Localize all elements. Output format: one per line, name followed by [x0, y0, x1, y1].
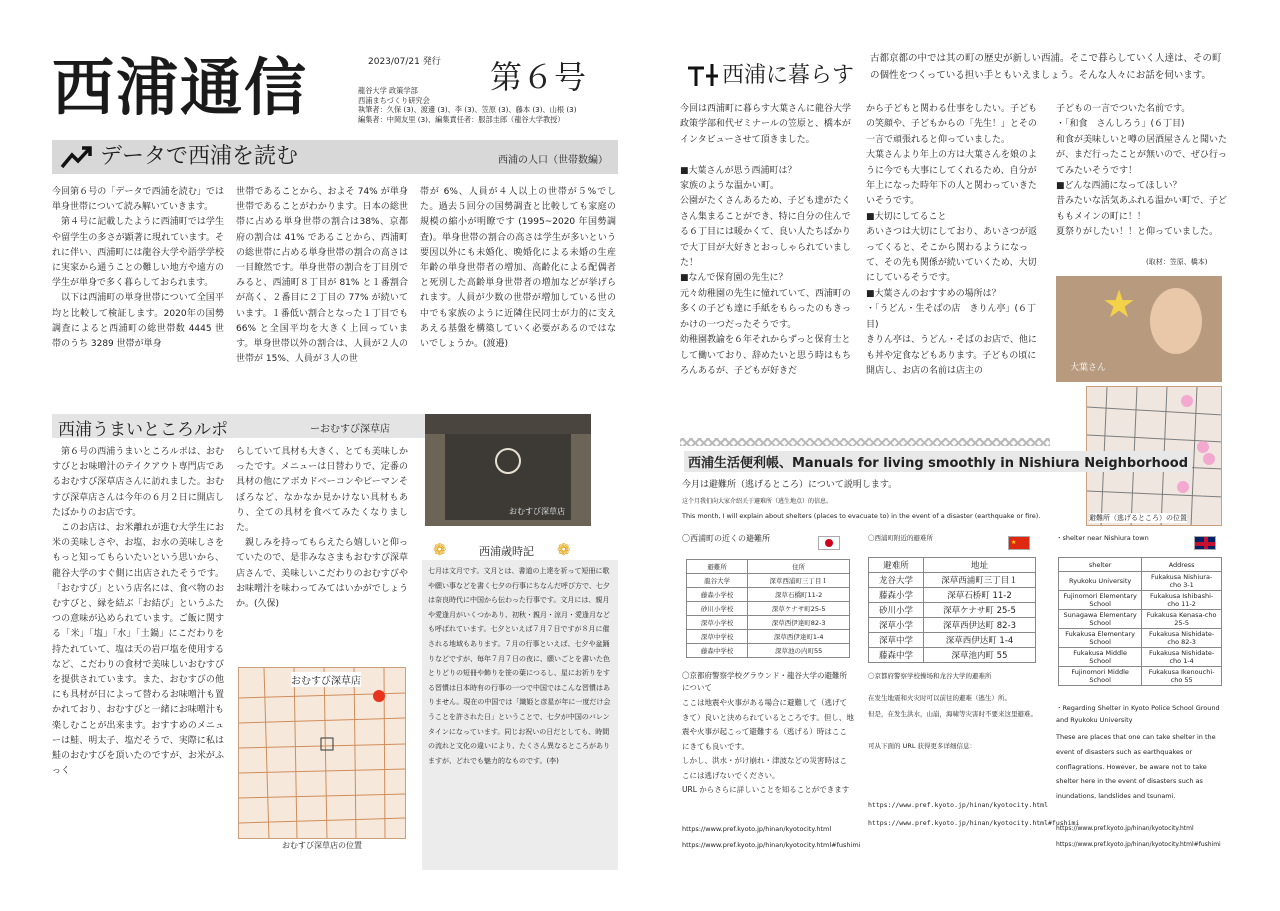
table-row: [687, 588, 850, 602]
table-cell: 藤森中学校: [687, 644, 748, 658]
manual-intro-ja: 今月は避難所（逃げるところ）について説明します。: [682, 480, 898, 490]
table-cell: Fukakusa Middle School: [1059, 648, 1142, 667]
table-row: [687, 616, 850, 630]
paragraph: 今回第６号の「データで西浦を読む」では単身世帯について読み解いていきます。: [52, 187, 224, 213]
umai-column-2: [236, 445, 408, 655]
table-cell: Fukakusa Nishiura-cho 3-1: [1142, 572, 1222, 591]
manual-title: 西浦生活便利帳、Manuals for living smoothly in Nishiura Neighborhood: [684, 451, 1192, 472]
masthead-title: 西浦通信: [52, 51, 309, 124]
staff-credits: [358, 86, 618, 124]
table-cell: Fukakusa Ishibashi-cho 11-2: [1142, 591, 1222, 610]
table-row: [1059, 610, 1222, 629]
sunflower-icon: ❁: [433, 540, 447, 559]
manual-intro-en: This month, I will explain about shelters (places to evacuate to) in the event of a disaster (earthquake or fire).: [682, 512, 1041, 520]
table-row: [869, 648, 1036, 663]
map-shop-label: おむすび深草店: [291, 672, 361, 687]
living-column-1: 今回は西浦町に暮らす大葉さんに龍谷大学政策学部和代ゼミナールの笠原と、橋本がインタビューさせて頂きました。 ■大葉さんが思う西浦町は？ 家族のような温かい町。 公園がたくさんあるため、子ども達がたくさん集まることができ、特に自分の住んでる６丁目には暖かくて、良い人たちばかりで大丁目が大好きとおっしゃられていました！ ■なんで保育園の先生に？ 元々幼稚園の先生に憧れていて、西浦町の多くの子ども達に手紙をもらったのもきっかけの一つだったそうです。 幼稚園教諭を６年それからずっと保育士として働いており、辞めたいと思う時はもちろんあるが、子どもが好きだ: [680, 104, 852, 376]
interview-credit: (取材：笠原、橋本): [1146, 258, 1208, 266]
table-cell: Sunagawa Elementary School: [1059, 610, 1142, 629]
data-section-banner: [52, 140, 618, 174]
table-row: [869, 573, 1036, 588]
data-column-3: 帯が 6%、人員が４人以上の世帯が５%でした。過去５回分の国勢調査と比較しても家庭の規模の縮小が明瞭です (1995~2020 年国勢調査)。単身世帯の割合の高さは学生が多いという要因以外にも未婚化、晩婚化による未婚の生産年齢の単身世帯者の増加、高齢化による配偶者と死別した高齢単身世帯者の増加などが挙げられます。人員が少数の世帯が増加している世の中でも家族のように近隣住民同士が力的に支えあえる基盤を構築していく必要があるのではないでしょうか。(渡邉): [420, 187, 616, 350]
uk-flag-icon: [1194, 536, 1216, 550]
saijiki-title: 西浦歳時記: [479, 545, 534, 558]
table-cell: 深草西伊達町82-3: [748, 616, 850, 630]
shop-logo-icon: [495, 448, 521, 474]
table-row: [1059, 591, 1222, 610]
shop-photo-caption: おむすび深草店: [509, 507, 565, 516]
table-row: [1059, 629, 1222, 648]
table-cell: 龍谷大学: [687, 574, 748, 588]
table-cell: 深草西伊达町 82-3: [924, 618, 1036, 633]
omusubi-map-caption: おむすび深草店の位置: [282, 841, 362, 850]
table-row: [1059, 648, 1222, 667]
paragraph: このお店は、お米離れが進む大学生にお米の美味しさや、お塩、お水の美味しさをもっと知ってもらいたいという思いから、龍谷大学のすぐ側に出店されたそうです。「おむすび」という店名には、食べ物のおむすびと、縁を結ぶ「お結び」というふたつの意味が込められています。ご飯に関する「米」「塩」「水」「土鍋」にこだわりを持たれていて、塩は天の岩戸塩を使用するなど、こだわりの食材で美味しいおむすびを提供されています。また、おむすびの他にも具材が日によって替わるお味噌汁も置かれており、おむすびと一緒にお味噌汁も楽しむことが出来ます。おすすめのメニューは鮭、明太子、塩だそうで、実際に私は鮭のおむすびを頂いたのですが、お米がふっく: [52, 523, 224, 777]
ja-heading: 〇西浦町の近くの避難所: [682, 534, 770, 543]
ja-url-2[interactable]: https://www.pref.kyoto.jp/hinan/kyotocity.html#fushimi: [682, 841, 861, 849]
ja-url-1[interactable]: https://www.pref.kyoto.jp/hinan/kyotocity.html: [682, 825, 832, 833]
en-note-heading: ・Regarding Shelter in Kyoto Police School Ground and Ryukoku University: [1056, 704, 1220, 724]
table-row: [869, 633, 1036, 648]
saijiki-header: [425, 540, 615, 562]
en-note: These are places that one can take shelter in the event of disasters such as earthquakes or conflagrations. However, be aware not to take shelter here in the event of disasters such as inundations, landslides and tsunami.: [1056, 733, 1216, 801]
zh-heading: 〇西浦町附近的避难所: [868, 534, 933, 542]
column-header: shelter: [1059, 558, 1142, 572]
en-heading: ・shelter near Nishiura town: [1056, 534, 1149, 542]
zh-note-heading: 〇京都府警察学校操场和龙谷大学的避难所: [868, 672, 992, 680]
staff-line: 西浦まちづくり研究会: [358, 95, 430, 105]
table-row: [1059, 572, 1222, 591]
living-column-2: から子どもと関わる仕事をしたい。子どもの笑顔や、子どもからの「先生！」とその一言で頑張れると仰っていました。 大葉さんより年上の方は大葉さんを娘のように今でも大事にしてくれるため、自分が年上になった時年下の人と関わっていきたいそうです。 ■大切にしてること あいさつは大切にしており、あいさつが返ってくると、そこから関わるようになって、その先も関係が続いていくため、大切にしているそうです。 ■大葉さんのおすすめの場所は？ ・「うどん・生そばの店 きりん亭」(６丁目) きりん亭は、うどん・そばのお店で、他にも丼や定食などもあります。子どもの頃に開店し、お店の名前は店主の: [866, 104, 1038, 376]
china-flag-icon: ★: [1008, 536, 1030, 550]
sunflower-icon: ❁: [557, 540, 571, 559]
table-cell: 深草池の内町55: [748, 644, 850, 658]
en-url-2[interactable]: https://www.pref.kyoto.jp/hinan/kyotocity.html#fushimi: [1056, 841, 1221, 848]
table-cell: 深草石橋町11-2: [748, 588, 850, 602]
ja-shelter-table: [686, 559, 850, 658]
table-cell: 深草石桥町 11-2: [924, 588, 1036, 603]
living-column-3: 子どもの一言でついた名前です。 ・「和食 さんしろう」(６丁目) 和食が美味しいと噂の居酒屋さんと聞いたが、まだ行ったことが無いので、ぜひ行ってみたいそうです！ ■どんな西浦になってほしい？ 昔みたいな活気あふれる温かい町で、子どももメインの町に！！ 夏祭りがしたい！！と仰っていました。: [1056, 104, 1228, 238]
table-cell: 龙谷大学: [869, 573, 924, 588]
table-cell: 深草中学: [869, 633, 924, 648]
data-section-title: データで西浦を読む: [100, 144, 299, 169]
zh-shelter-table: [868, 557, 1036, 663]
table-cell: 深草西浦町三丁目１: [924, 573, 1036, 588]
table-cell: 砂川小学校: [687, 602, 748, 616]
column-header: 住所: [748, 560, 850, 574]
en-shelter-table: [1058, 557, 1222, 686]
table-cell: Fukakusa Nishidate-cho 1-4: [1142, 648, 1222, 667]
table-cell: Fujinomori Elementary School: [1059, 591, 1142, 610]
paragraph: 第６号の西浦うまいところルポは、おむすびとお味噌汁のテイクアウト専門店であるおむすび深草店さんに訪れました。おむすび深草店さんは今年の６月２日に開店したばかりのお店です。: [52, 447, 224, 518]
ja-note-heading: 〇京都府警察学校グラウンド・龍谷大学の避難所について: [682, 671, 847, 692]
shelter-map-caption: 避難所（逃げるところ）の位置: [1089, 514, 1187, 522]
issue-number: 第６号: [490, 58, 587, 96]
data-column-2: 世帯であることから、およそ 74% が単身世帯であることがわかります。日本の総世帯に占める単身世帯の割合は38%、京都府の割合は 41% であることから、西浦町の総世帯に占める単身世帯の割合の高さは一目瞭然です。単身世帯の割合を丁目別でみると、西浦町８丁目が 81% と１番割合が高く、２番目に２丁目の 77% が続いています。１番低い割合となった１丁目でも 66% と全国平均を大きく上回っています。単身世帯以外の割合は、人員が２人の世帯が 15%、人員が３人の世: [236, 187, 408, 365]
umai-section-subtitle: ーおむすび深草店: [310, 424, 390, 435]
table-cell: 深草小学校: [687, 616, 748, 630]
house-icon: [684, 60, 720, 88]
data-column-1: [52, 185, 224, 415]
staff-line: 龍谷大学 政策学部: [358, 86, 418, 95]
table-row: [869, 588, 1036, 603]
en-url-1[interactable]: https://www.pref.kyoto.jp/hinan/kyotocity.html: [1056, 825, 1194, 832]
data-section-subtitle: 西浦の人口（世帯数編）: [498, 155, 608, 166]
table-cell: 藤森小学: [869, 588, 924, 603]
table-row: [687, 602, 850, 616]
umai-section-banner: [52, 414, 462, 438]
right-page: [660, 30, 1250, 870]
street-map: [239, 668, 406, 839]
living-intro: 古都京都の中では其の町の歴史が新しい西浦。そこで暮らしていく人達は、その町の個性をつくっている担い手ともいえましょう。そんな人々にお話を伺います。: [870, 53, 1222, 81]
table-row: [869, 603, 1036, 618]
paragraph: 以下は西浦町の単身世帯について全国平均と比較して検証します。2020年の国勢調査によると西浦町の総世帯数 4445 世帯のうち 3289 世帯が単身: [52, 293, 224, 350]
staff-line: 編集者：中岡友里 (3)、編集責任者：服部圭郎（龍谷大学教授）: [358, 114, 565, 124]
table-cell: 深草ケナサ町 25-5: [924, 603, 1036, 618]
table-cell: 深草西伊达町 1-4: [924, 633, 1036, 648]
living-title: 西浦に暮らす: [722, 63, 855, 88]
paragraph: らしていて具材も大きく、とても美味しかったです。メニューは日替わりで、定番の具材の他にアボカドベーコンやピーマンそぼろなど、なかなか見かけない具材もあり、全ての具材を食べてみたくなりました。: [236, 447, 408, 534]
table-cell: Fukakusa Kenasa-cho 25-5: [1142, 610, 1222, 629]
table-cell: Fukakusa Ikenouchi-cho 55: [1142, 667, 1222, 686]
table-row: [869, 618, 1036, 633]
table-cell: 藤森小学校: [687, 588, 748, 602]
table-cell: 砂川小学: [869, 603, 924, 618]
manual-intro-zh: 这个月我们向大家介绍关于避难所（逃生地点）的信息。: [682, 498, 833, 505]
left-page: [30, 30, 620, 870]
table-cell: 深草小学: [869, 618, 924, 633]
table-cell: 深草西浦町三丁目１: [748, 574, 850, 588]
decorative-border: [680, 438, 1050, 446]
umai-column-1: [52, 445, 224, 870]
ja-note: ここは地震や火事がある場合に避難して（逃げてきて）良いと決められているところです。但し、地震や火事が起こって避難する（逃げる）時はここにきても良いです。 しかし、洪水・がけ崩れ・津波などの災害時はここには逃げないでください。 URL からさらに詳しいことを知ることができます: [682, 698, 854, 794]
resident-photo-label: 大葉さん: [1070, 363, 1107, 373]
japan-flag-icon: [818, 536, 840, 550]
zh-url-1[interactable]: https://www.pref.kyoto.jp/hinan/kyotocity.html: [868, 801, 1049, 809]
staff-line: 執筆者：久保 (3)、渡邊 (3)、李 (3)、笠原 (3)、藤本 (3)、山根 (3): [358, 105, 577, 114]
table-cell: 深草西伊達町1-4: [748, 630, 850, 644]
umai-section-title: 西浦うまいところルポ: [58, 420, 228, 440]
star-icon: ★: [1102, 282, 1137, 326]
table-row: [687, 574, 850, 588]
table-cell: Fukakusa Elementary School: [1059, 629, 1142, 648]
table-cell: 深草ケナサ町25-5: [748, 602, 850, 616]
table-cell: Fukakusa Nishidate-cho 82-3: [1142, 629, 1222, 648]
paragraph: 第４号に記載したように西浦町では学生や留学生の多さが顕著に現れています。それに伴い、西浦町には龍谷大学や語学学校に実家から通うことの難しい地方や遠方の学生が単身で多く暮らしておられます。: [52, 217, 224, 289]
column-header: Address: [1142, 558, 1222, 572]
table-cell: Fujinomori Middle School: [1059, 667, 1142, 686]
column-header: 避難所: [687, 560, 748, 574]
omusubi-map: [238, 667, 406, 839]
table-row: [687, 630, 850, 644]
table-row: [687, 644, 850, 658]
resident-photo: [1056, 276, 1222, 382]
zh-note: 在发生地震和火灾时可以前往的避难（逃生）所。 但是，在发生洪水，山崩，海啸等灾害时不要来这里避难。 可从下面的 URL 获得更多详细信息：: [868, 694, 1037, 750]
saijiki-body: 七月は文月です。文月とは、書道の上達を祈って短冊に歌や願い事などを書く七夕の行事にちなんだ呼び方で、七夕は奈良時代に中国から伝わった行事です。文月には、親月や愛逢月がいくつかあり、初秋・親月・涼月・愛逢月なども呼ばれています。七夕といえば７月７日ですが８月に催される地域もあります。７月の行事といえば、七夕や盆踊りなどですが、毎年７月７日の夜に、願いごとを書いた色とりどりの短冊や飾りを笹の葉につるし、星にお祈りをする習慣は日本時有の行事の一つで中国ではこんな習慣はありません。現在の中国では「織姫と彦星が年に一度だけ会うことを許された日」ということで、七夕が中国のバレンタインになっています。同じお祝いの日だとしても、時間の流れと文化の違いにより、たくさん異なるところがありますが、どれでも魅力的なものです。(李): [422, 560, 618, 870]
trend-up-icon: [60, 145, 92, 169]
table-cell: 深草中学校: [687, 630, 748, 644]
resident-face: [1150, 288, 1202, 354]
zh-url-2[interactable]: https://www.pref.kyoto.jp/hinan/kyotocity.html#fushimi: [868, 819, 1080, 827]
table-cell: 藤森中学: [869, 648, 924, 663]
column-header: 地址: [924, 558, 1036, 573]
table-cell: 深草池内町 55: [924, 648, 1036, 663]
shop-photo: [425, 414, 591, 526]
table-row: [1059, 667, 1222, 686]
table-cell: Ryukoku University: [1059, 572, 1142, 591]
issue-date: 2023/07/21 発行: [368, 57, 441, 67]
shop-roof: [425, 414, 591, 434]
paragraph: 親しみを持ってもらえたら嬉しいと仰っていたので、是非みなさまもおむすび深草店さんで、美味しいこだわりのおむすびやお味噌汁を味わってみてはいかがでしょうか。(久保): [236, 538, 408, 610]
column-header: 避难所: [869, 558, 924, 573]
